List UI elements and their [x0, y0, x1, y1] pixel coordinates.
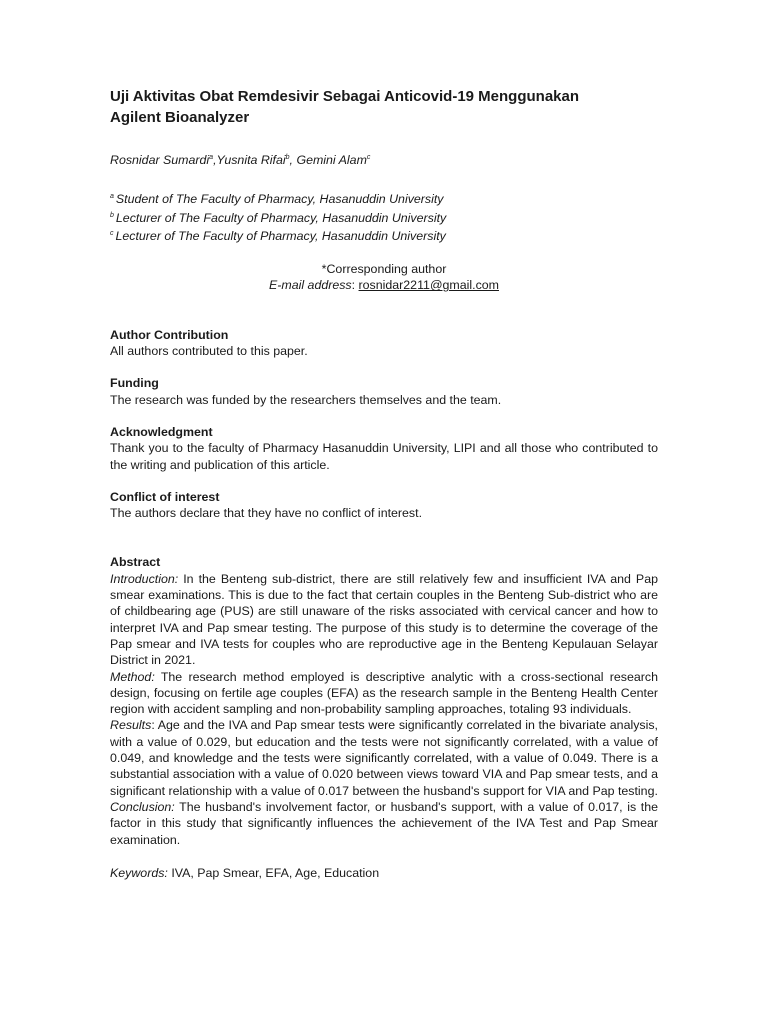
section-heading: Acknowledgment: [110, 424, 213, 439]
affiliation-sup: b: [110, 211, 114, 219]
corresponding-author: [110, 261, 658, 294]
section-heading: Author Contribution: [110, 327, 229, 342]
author-list: Rosnidar Sumardi$^a$,Yusnita Rifai$^b$, Gemini Alam$^c$: [110, 153, 371, 167]
funding-section: [110, 375, 658, 408]
introduction-label: Introduction:: [110, 571, 179, 586]
keywords-line: [110, 865, 658, 881]
introduction-text: In the Benteng sub-district, there are still relatively few and insufficient IVA and Pap smear examinations. This is due to the fact that certain couples in the Benteng Sub-district who are of childbearing age (PUS) are still unaware of the risks associated with cervical cancer and how to interpret IVA and Pap smear testing. The purpose of this study is to determine the coverage of the Pap smear and IVA tests for couples who are reproductive age in the Benteng Kepulauan Selayar District in 2021.: [110, 571, 658, 668]
author-sup: b: [285, 154, 290, 161]
email-row: E-mail address: rosnidar2211@gmail.com: [269, 278, 499, 293]
section-text: Thank you to the faculty of Pharmacy Hasanuddin University, LIPI and all those who contributed to the writing and publication of this article.: [110, 441, 658, 472]
affiliation-text: Lecturer of The Faculty of Pharmacy, Hasanuddin University: [115, 228, 446, 243]
author-name: Gemini Alam: [296, 153, 367, 167]
author-sup: a: [209, 154, 214, 161]
abstract-results: Results: Age and the IVA and Pap smear tests were significantly correlated in the bivariate analysis, with a value of 0.029, but education and the tests were not significantly correlated, with a value of 0.049, and knowledge and the tests were significantly correlated, with a value of 0.049. There is a substantial association with a value of 0.020 between views toward VIA and Pap smear tests, and a significant relationship with a value of 0.017 between the husband's support for VIA and Pap testing.: [110, 718, 659, 798]
results-text: Age and the IVA and Pap smear tests were significantly correlated in the bivariate analysis, with a value of 0.029, but education and the tests were not significantly correlated, with a value of 0.049, and knowledge and the tests were significantly correlated, with a value of 0.049. There is a substantial association with a value of 0.020 between views toward VIA and Pap smear tests, and a significant relationship with a value of 0.017 between the husband's support for VIA and Pap testing.: [110, 718, 659, 798]
affiliation-item: [110, 189, 658, 207]
method-label: Method:: [110, 669, 155, 684]
abstract-introduction: [110, 571, 658, 669]
section-heading: Conflict of interest: [110, 489, 220, 504]
results-label: Results: [110, 718, 152, 733]
affiliation-sup: c: [110, 229, 114, 237]
method-text: The research method employed is descriptive analytic with a cross-sectional research design, focusing on fertile age couples (EFA) as the research sample in the Benteng Health Center region with accident sampling and non-probability sampling approaches, totaling 93 individuals.: [110, 669, 658, 717]
affiliation-text: Lecturer of The Faculty of Pharmacy, Hasanuddin University: [115, 210, 447, 225]
conclusion-label: Conclusion:: [110, 799, 175, 814]
author-contribution-section: [110, 327, 658, 360]
affiliation-sup: a: [110, 193, 114, 201]
title-line-1: Uji Aktivitas Obat Remdesivir Sebagai Anticovid-19 Menggunakan: [110, 88, 580, 105]
keywords-label: Keywords:: [110, 865, 168, 880]
section-text: The authors declare that they have no conflict of interest.: [110, 506, 423, 521]
section-text: All authors contributed to this paper.: [110, 344, 308, 359]
section-text: The research was funded by the researchers themselves and the team.: [110, 392, 502, 407]
keywords-text: IVA, Pap Smear, EFA, Age, Education: [171, 865, 380, 880]
abstract-section: [110, 554, 658, 847]
author-name: Rosnidar Sumardi: [110, 153, 210, 167]
section-heading: Funding: [110, 376, 159, 391]
acknowledgment-section: [110, 424, 658, 473]
paper-title: [110, 86, 658, 128]
affiliation-text: Student of The Faculty of Pharmacy, Hasanuddin University: [115, 192, 444, 207]
abstract-method: [110, 669, 658, 718]
corresponding-label: *Corresponding author: [321, 262, 447, 277]
email-label: E-mail address: [269, 278, 352, 293]
affiliation-item: [110, 208, 658, 226]
paper-page: [110, 86, 658, 881]
abstract-heading: Abstract: [110, 555, 161, 570]
conflict-section: [110, 489, 658, 522]
abstract-conclusion: [110, 799, 658, 848]
author-sup: c: [366, 154, 371, 161]
affiliation-item: [110, 226, 658, 244]
email-link[interactable]: rosnidar2211@gmail.com: [358, 278, 499, 293]
title-line-2: Agilent Bioanalyzer: [110, 109, 250, 126]
author-name: Yusnita Rifai: [216, 153, 286, 167]
affiliation-list: [110, 189, 658, 244]
conclusion-text: The husband's involvement factor, or husband's support, with a value of 0.017, is the factor in this study that significantly influences the achievement of the IVA Test and Pap Smear examination.: [110, 799, 658, 847]
